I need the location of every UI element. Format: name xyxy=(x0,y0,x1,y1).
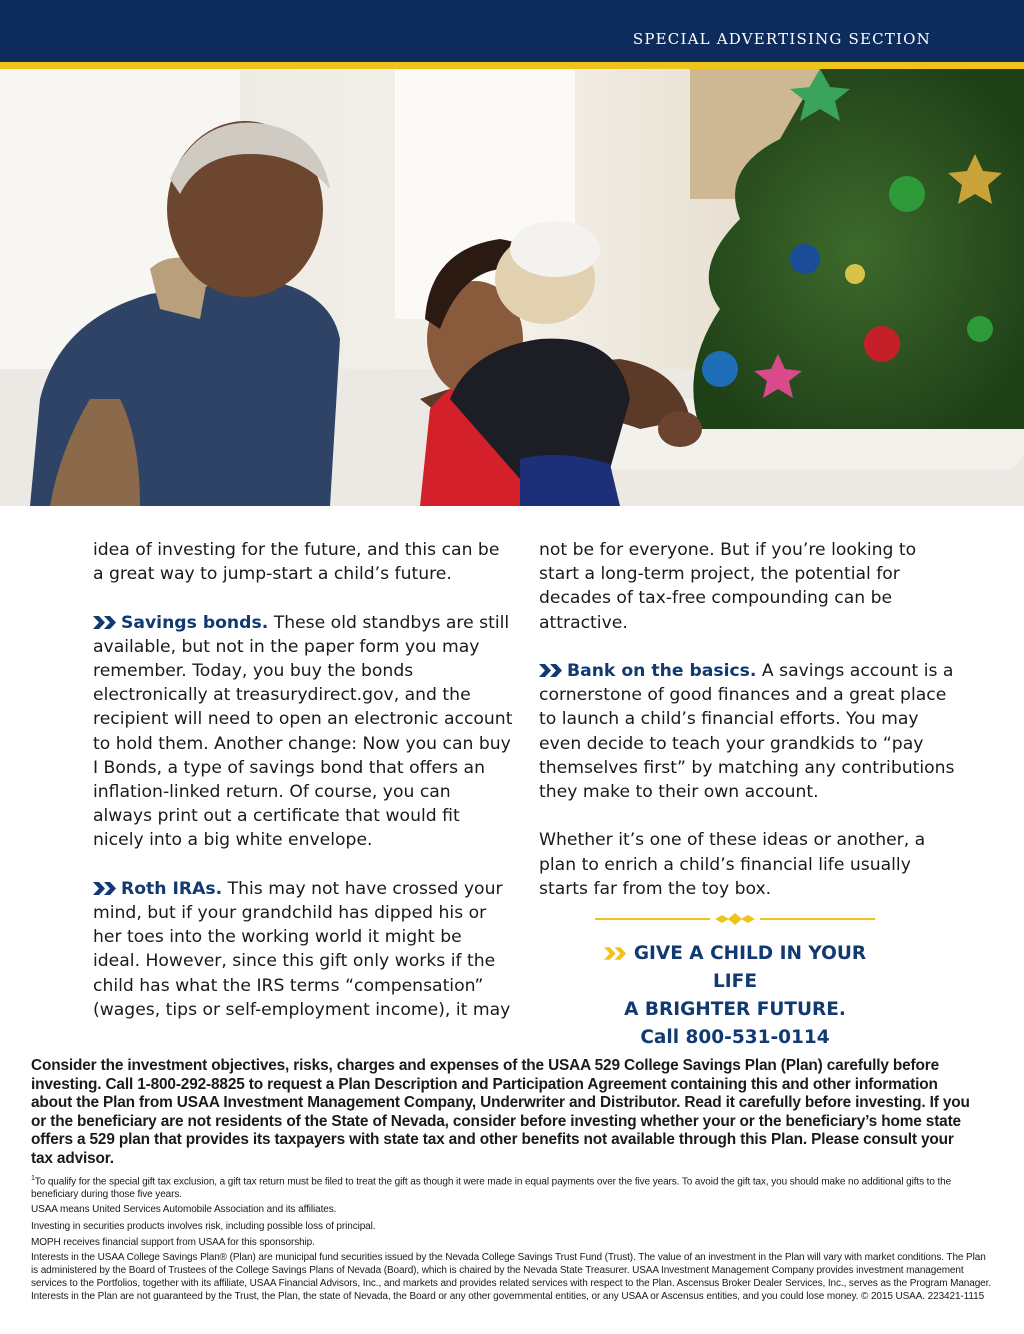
gold-ornament-divider xyxy=(595,911,875,927)
footnote-gift-tax xyxy=(31,1172,991,1201)
bank-basics-lead: Bank on the basics. xyxy=(567,661,757,681)
savings-bonds-paragraph xyxy=(93,611,513,853)
intro-paragraph: idea of investing for the future, and this can be a great way to jump-start a child’s future. xyxy=(93,540,500,585)
double-chevron-icon xyxy=(539,664,564,677)
plan-interests-statement: Interests in the USAA College Savings Plan® (Plan) are municipal fund securities issued by the Nevada College Savings Trust Fund (Trust). The value of an investment in the Plan will vary with market conditions. The Plan is administered by the Board of Trustees of the College Savings Plans of Nevada (Board), which is chaired by the Nevada State Treasurer. USAA Investment Management Company provides investment management services to the Portfolios, together with its affiliate, USAA Financial Advisors, Inc., and markets and provides related services with respect to the Plan. Ascensus Broker Dealer Services, Inc., serves as the Program Manager. Interests in the Plan are not guaranteed by the Trust, the Plan, the state of Nevada, the Board or any other governmental entities, or any USAA or Ascensus entities, and you could lose money. © 2015 USAA. 223421-1115 xyxy=(31,1252,991,1302)
closing-paragraph: Whether it’s one of these ideas or another, a plan to enrich a child’s financial life usually starts far from the toy box. xyxy=(539,830,926,899)
roth-iras-paragraph xyxy=(93,877,513,1022)
double-chevron-icon xyxy=(604,947,628,960)
section-label: SPECIAL ADVERTISING SECTION xyxy=(632,30,931,48)
risk-statement: Investing in securities products involves risk, including possible loss of principal. xyxy=(31,1221,376,1232)
left-column xyxy=(93,538,513,1046)
header-gold-rule xyxy=(0,62,1024,69)
investment-disclaimer: Consider the investment objectives, risks, charges and expenses of the USAA 529 College Savings Plan (Plan) carefully before investing. Call 1-800-292-8825 to request a Plan Description and Participation Agreement containing this and other information about the Plan from USAA Investment Management Company, Underwriter and Distributor. Read it carefully before investing. If you or the beneficiary are not residents of the State of Nevada, consider before investing whether your or the beneficiary’s home state offers a 529 plan that provides its taxpayers with state tax and other benefits not available through this Plan. Please consult your tax advisor. xyxy=(31,1057,970,1167)
savings-bonds-lead: Savings bonds. xyxy=(121,612,269,633)
call-to-action xyxy=(580,940,890,1052)
bank-basics-paragraph xyxy=(539,659,959,804)
moph-statement: MOPH receives financial support from USAA for this sponsorship. xyxy=(31,1237,315,1248)
cta-phone: Call 800-531-0114 xyxy=(640,1027,830,1048)
header-bar xyxy=(0,0,1024,62)
usaa-definition: USAA means United Services Automobile Association and its affiliates. xyxy=(31,1204,337,1215)
savings-bonds-text: These old standbys are still available, but not in the paper form you may remember. Today, you buy the bonds electronically at treasurydirect.gov, and the recipient will need to open an electronic account to hold them. Another change: Now you can buy I Bonds, a type of savings bond that offers an inflation-linked return. Of course, you can always print out a certificate that would fit nicely into a big white envelope. xyxy=(93,612,513,851)
footnote-text: To qualify for the special gift tax exclusion, a gift tax return must be filed to treat the gift as though it were made in equal payments over the five years. To avoid the gift tax, you should make no additional gifts to the beneficiary during those five years. xyxy=(31,1176,952,1201)
ornament xyxy=(889,176,925,212)
cta-line-1 xyxy=(580,940,890,996)
hero-photo xyxy=(0,69,1024,506)
right-column xyxy=(539,538,959,925)
double-chevron-icon xyxy=(93,616,118,629)
cta-line-1-text: GIVE A CHILD IN YOUR LIFE xyxy=(633,943,867,992)
footnote-mark: 1 xyxy=(31,1175,35,1182)
double-chevron-icon xyxy=(93,882,118,895)
bank-basics-text: A savings account is a cornerstone of good finances and a great place to launch a child’s financial efforts. You may even decide to teach your grandkids to “pay themselves first” by matching any contributions they make to their own account. xyxy=(539,661,955,803)
cta-line-2: A BRIGHTER FUTURE. xyxy=(624,999,846,1020)
roth-iras-text: This may not have crossed your mind, but if your grandchild has dipped his or her toes into the working world it might be ideal. However, since this gift only works if the child has what the IRS terms “compensation” (wages, tips or self-employment income), it may xyxy=(93,878,511,1020)
continuation-paragraph: not be for everyone. But if you’re looking to start a long-term project, the potential for decades of tax-free compounding can be attractive. xyxy=(539,540,917,633)
roth-iras-lead: Roth IRAs. xyxy=(121,878,223,899)
